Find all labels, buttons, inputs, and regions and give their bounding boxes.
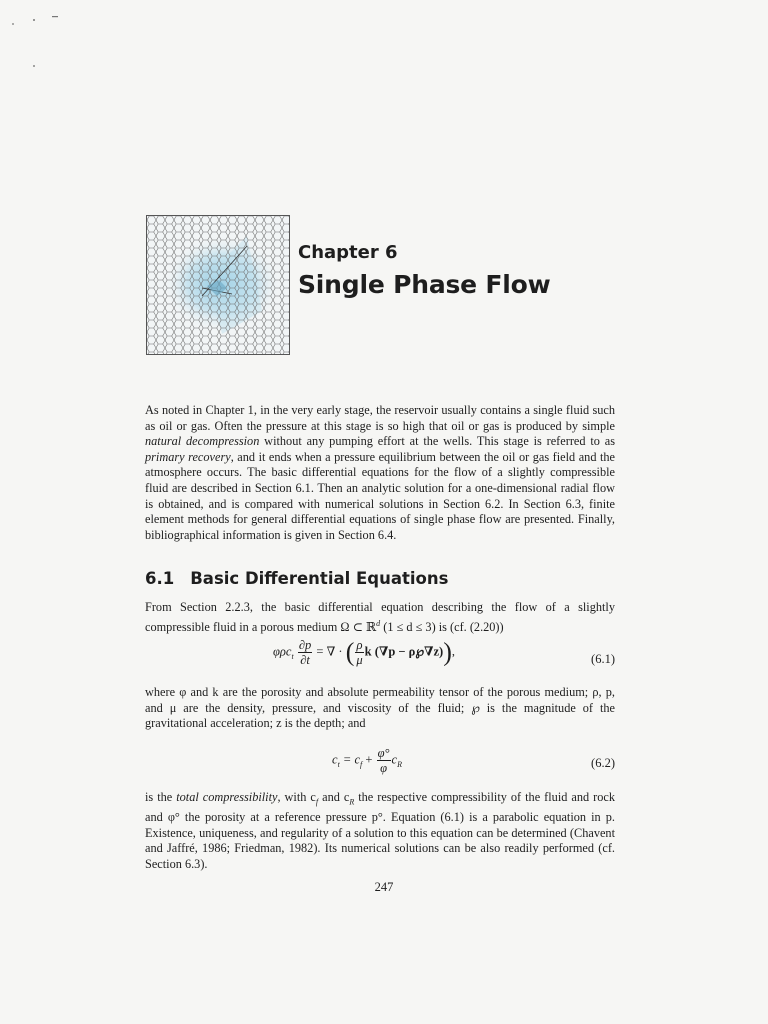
equation-6-1: φρc$_t$ $\frac{\partial p}{\partial t}$ = ∇ · ( $\frac{\rho}{\mu}$ k (∇p − ρ℘∇z)), (6.1) bbox=[273, 637, 615, 667]
phi-ratio-fraction: $\frac{\varphi^\circ}{\varphi}$ bbox=[377, 746, 390, 775]
scan-specks bbox=[0, 0, 120, 80]
dp-dt-fraction: $\frac{\partial p}{\partial t}$ bbox=[298, 638, 312, 667]
rho-mu-fraction: $\frac{\rho}{\mu}$ bbox=[356, 638, 363, 667]
chapter-label: Chapter 6 bbox=[298, 242, 398, 263]
chapter-figure-hexagonal-mesh bbox=[146, 215, 290, 355]
mesh-graphic bbox=[147, 216, 289, 354]
intro-paragraph: As noted in Chapter 1, in the very early stage, the reservoir usually contains a single fluid such as oil or gas. Often the pressure at this stage is so high that oil or gas is produced by simple natural decompression without any pumping effort at the wells. This stage is referred to as primary recovery, and it ends when a pressure equilibrium between the oil or gas field and the atmosphere occurs. The basic differential equations for the flow of a slightly compressible fluid are described in Section 6.1. Then an analytic solution for a one-dimensional radial flow is obtained, and is compared with numerical solutions in Section 6.2. In Section 6.3, finite element methods for general differential equations of single phase flow are presented. Finally, bibliographical information is given in Section 6.4. bbox=[145, 403, 616, 542]
section-heading bbox=[145, 569, 448, 588]
from-paragraph: From Section 2.2.3, the basic differential equation describing the flow of a slightly compressible fluid in a porous medium Ω ⊂ ℝ$^d$ (1 ≤ d ≤ 3) is (cf. (2.20)) bbox=[145, 600, 615, 634]
equation-number-6-2: (6.2) bbox=[591, 756, 615, 770]
chapter-title: Single Phase Flow bbox=[298, 270, 551, 299]
equation-number-6-1: (6.1) bbox=[591, 652, 615, 666]
where-paragraph: where φ and k are the porosity and absolute permeability tensor of the porous medium; ρ, p, and μ are the density, pressure, and viscosity of the fluid; ℘ is the magnitude of the gravitational acceleration; z is the depth; and bbox=[145, 685, 615, 731]
section-title: Basic Differential Equations bbox=[190, 569, 449, 588]
page-number: 247 bbox=[374, 880, 394, 894]
equation-6-2: $c_t = c_f$ + $\frac{\varphi^\circ}{\varphi}$ $c_R$ (6.2) bbox=[332, 746, 615, 775]
section-number: 6.1 bbox=[145, 569, 175, 588]
total-compressibility-paragraph: is the total compressibility, with $c_f$ and $c_R$ the respective compressibility of the fluid and rock and φ° the porosity at a reference pressure p°. Equation (6.1) is a parabolic equation in p. Existence, uniqueness, and regularity of a solution to this equation can be determined (Chavent and Jaffré, 1986; Friedman, 1982). Its numerical solutions can be also readily performed (cf. Section 6.3). bbox=[145, 790, 615, 871]
